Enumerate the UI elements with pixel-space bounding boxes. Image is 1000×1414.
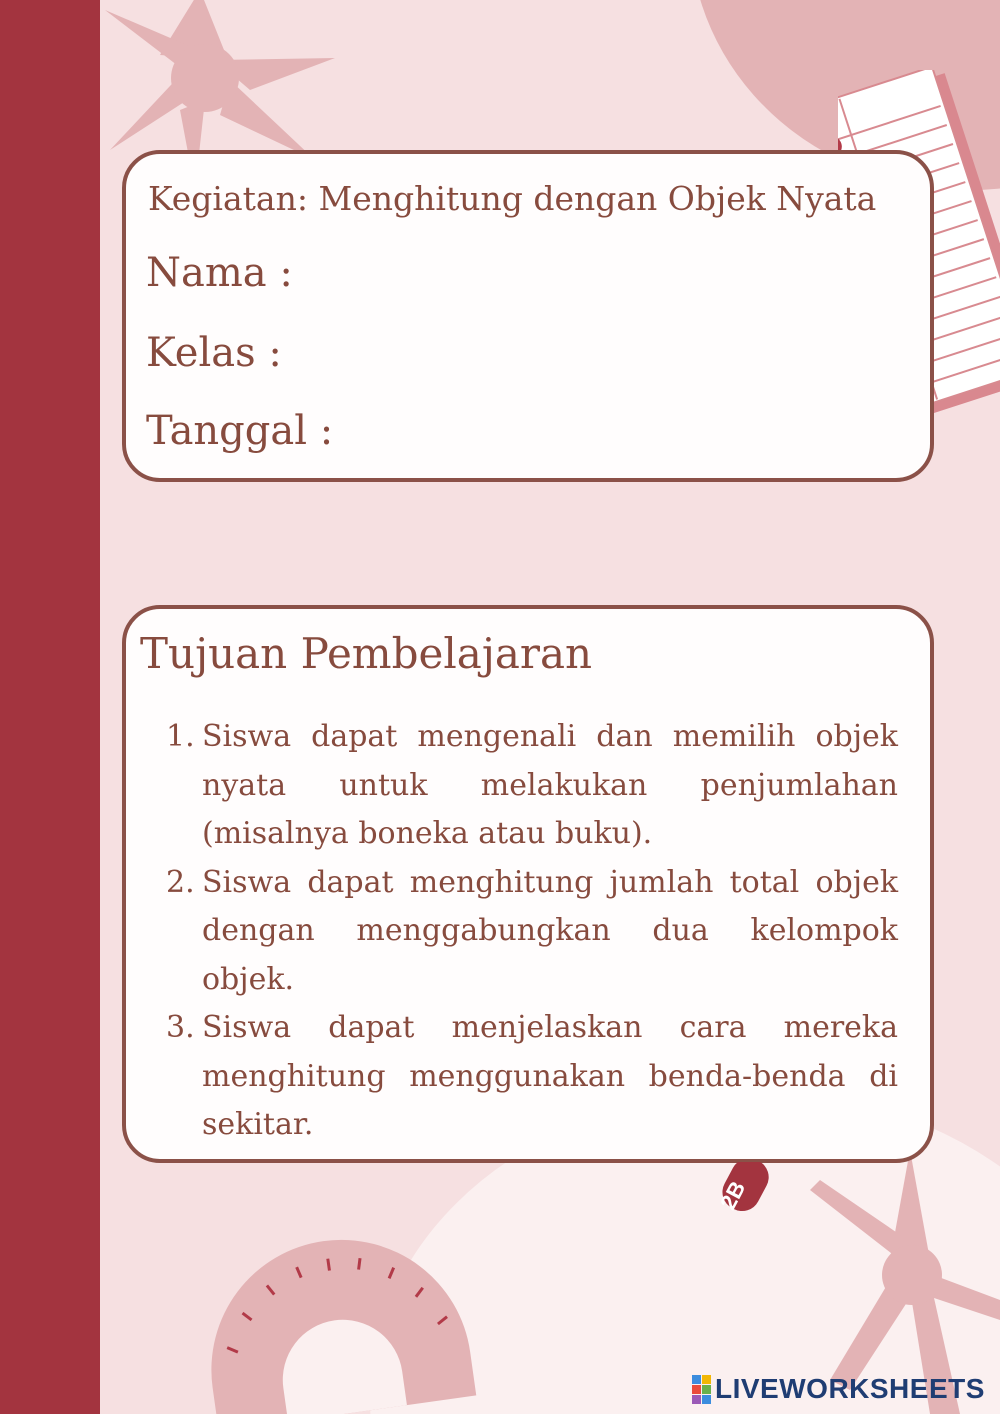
goal-text: Siswa dapat mengenali dan memilih objek nyata untuk melakukan penjumlahan (misalnya boneka atau buku). xyxy=(202,719,898,851)
goal-text: Siswa dapat menjelaskan cara mereka menghitung menggunakan benda-benda di sekitar. xyxy=(202,1010,898,1142)
activity-title: Kegiatan: Menghitung dengan Objek Nyata xyxy=(148,179,877,218)
student-info-card xyxy=(122,150,934,482)
pencil-label: 2B xyxy=(715,1177,751,1214)
liveworksheets-logo xyxy=(692,1373,985,1405)
learning-goals-list xyxy=(166,713,898,1150)
liveworksheets-logo-icon xyxy=(692,1375,711,1404)
liveworksheets-logo-text: LIVEWORKSHEETS xyxy=(715,1373,985,1404)
goal-number: 1. xyxy=(166,719,195,754)
learning-goals-title: Tujuan Pembelajaran xyxy=(140,629,593,678)
goal-item xyxy=(166,713,898,859)
date-field-label: Tanggal : xyxy=(146,408,334,454)
pencil-decoration xyxy=(706,1162,772,1232)
name-field-label: Nama : xyxy=(146,250,293,296)
class-field-label: Kelas : xyxy=(146,330,282,376)
protractor-decoration xyxy=(170,1220,510,1414)
goal-number: 2. xyxy=(166,864,195,900)
goal-number: 3. xyxy=(166,1010,195,1045)
goal-text: Siswa dapat menghitung jumlah total objek dengan menggabungkan dua kelompok objek. xyxy=(202,864,898,997)
red-spine-bar xyxy=(0,0,100,1414)
goal-item xyxy=(166,859,898,1005)
goal-item xyxy=(166,1004,898,1150)
learning-goals-card xyxy=(122,605,934,1163)
